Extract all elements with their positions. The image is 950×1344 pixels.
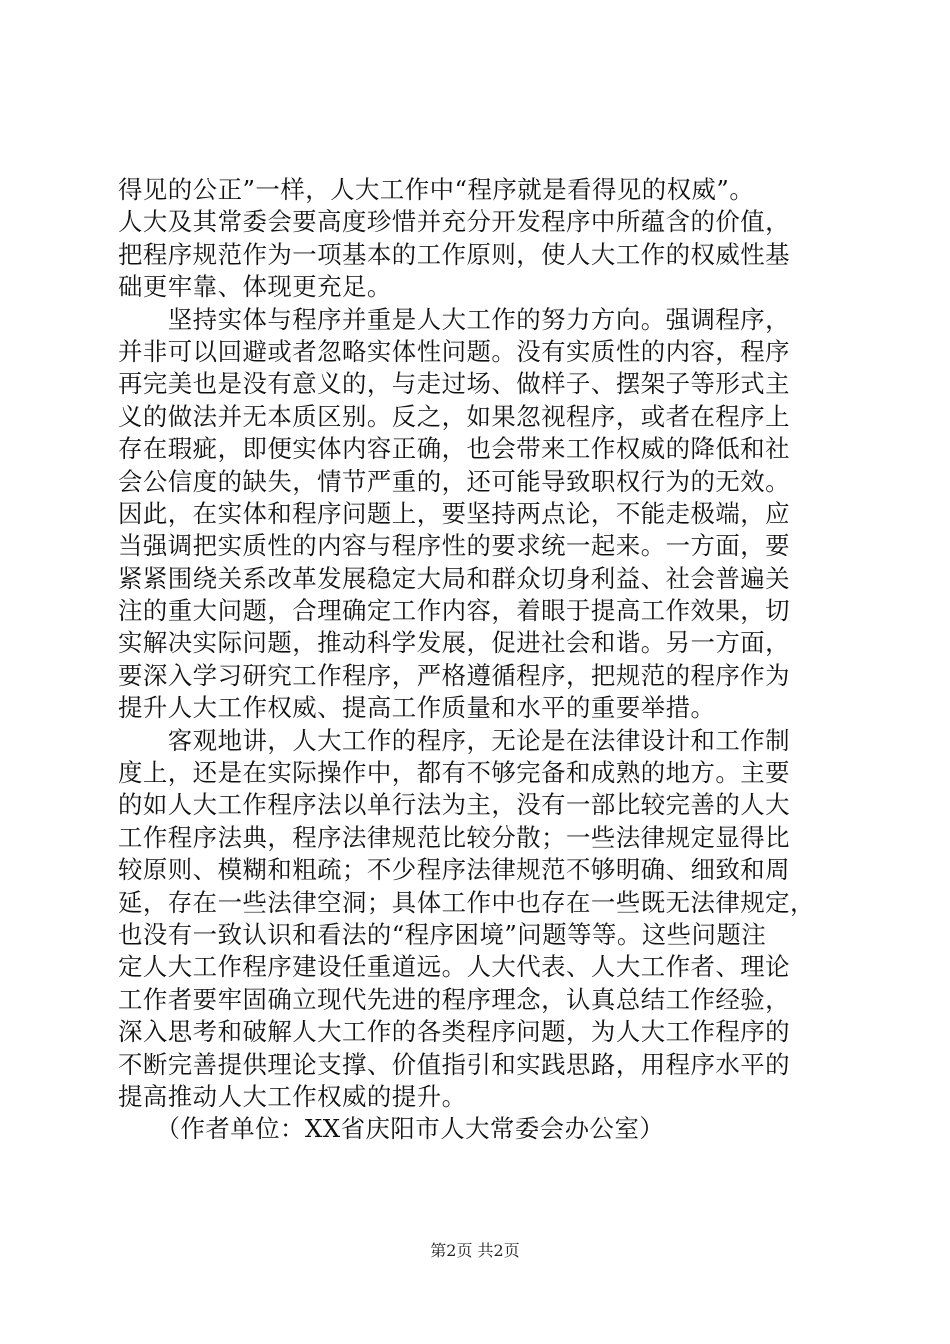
text-line: 注的重大问题，合理确定工作内容，着眼于提高工作效果，切 <box>118 596 791 626</box>
text-line: 并非可以回避或者忽略实体性问题。没有实质性的内容，程序 <box>118 336 791 366</box>
text-line: 工作者要牢固确立现代先进的程序理念，认真总结工作经验， <box>118 984 791 1014</box>
text-line: 实解决实际问题，推动科学发展，促进社会和谐。另一方面， <box>118 628 791 658</box>
text-line: 工作程序法典，程序法律规范比较分散；一些法律规定显得比 <box>118 822 791 852</box>
text-line: 础更牢靠、体现更充足。 <box>118 272 392 302</box>
text-line: 要深入学习研究工作程序，严格遵循程序，把规范的程序作为 <box>118 660 791 690</box>
text-line: 紧紧围绕关系改革发展稳定大局和群众切身利益、社会普遍关 <box>118 563 791 593</box>
text-line: 存在瑕疵，即便实体内容正确，也会带来工作权威的降低和社 <box>118 434 791 464</box>
text-line: 当强调把实质性的内容与程序性的要求统一起来。一方面，要 <box>118 531 791 561</box>
text-line: 的如人大工作程序法以单行法为主，没有一部比较完善的人大 <box>118 790 791 820</box>
text-line: 也没有一致认识和看法的“程序困境”问题等等。这些问题注 <box>118 919 767 949</box>
page-number-footer: 第2页 共2页 <box>430 1241 520 1260</box>
text-line: 义的做法并无本质区别。反之，如果忽视程序，或者在程序上 <box>118 401 791 431</box>
text-line: 把程序规范作为一项基本的工作原则，使人大工作的权威性基 <box>118 239 791 269</box>
text-line: 定人大工作程序建设任重道远。人大代表、人大工作者、理论 <box>118 952 791 982</box>
text-line: 度上，还是在实际操作中，都有不够完备和成熟的地方。主要 <box>118 758 791 788</box>
text-line: 提高推动人大工作权威的提升。 <box>118 1081 467 1111</box>
text-line: 坚持实体与程序并重是人大工作的努力方向。强调程序， <box>118 304 791 334</box>
text-line: 不断完善提供理论支撑、价值指引和实践思路，用程序水平的 <box>118 1049 791 1079</box>
text-line: 延，存在一些法律空洞；具体工作中也存在一些既无法律规定， <box>118 887 815 917</box>
text-line: 得见的公正”一样，人大工作中“程序就是看得见的权威”。 <box>118 175 755 204</box>
text-line: 深入思考和破解人大工作的各类程序问题，为人大工作程序的 <box>118 1017 791 1047</box>
author-affiliation: （作者单位：XX省庆阳市人大常委会办公室） <box>118 1114 665 1144</box>
article-body <box>118 174 830 1146</box>
text-line: 客观地讲，人大工作的程序，无论是在法律设计和工作制 <box>118 725 791 755</box>
text-line: 会公信度的缺失，情节严重的，还可能导致职权行为的无效。 <box>118 466 791 496</box>
text-line: 再完美也是没有意义的，与走过场、做样子、摆架子等形式主 <box>118 369 791 399</box>
text-line: 较原则、模糊和粗疏；不少程序法律规范不够明确、细致和周 <box>118 855 791 885</box>
text-line: 提升人大工作权威、提高工作质量和水平的重要举措。 <box>118 693 716 723</box>
text-line: 因此，在实体和程序问题上，要坚持两点论，不能走极端，应 <box>118 498 791 528</box>
text-line: 人大及其常委会要高度珍惜并充分开发程序中所蕴含的价值， <box>118 207 791 237</box>
